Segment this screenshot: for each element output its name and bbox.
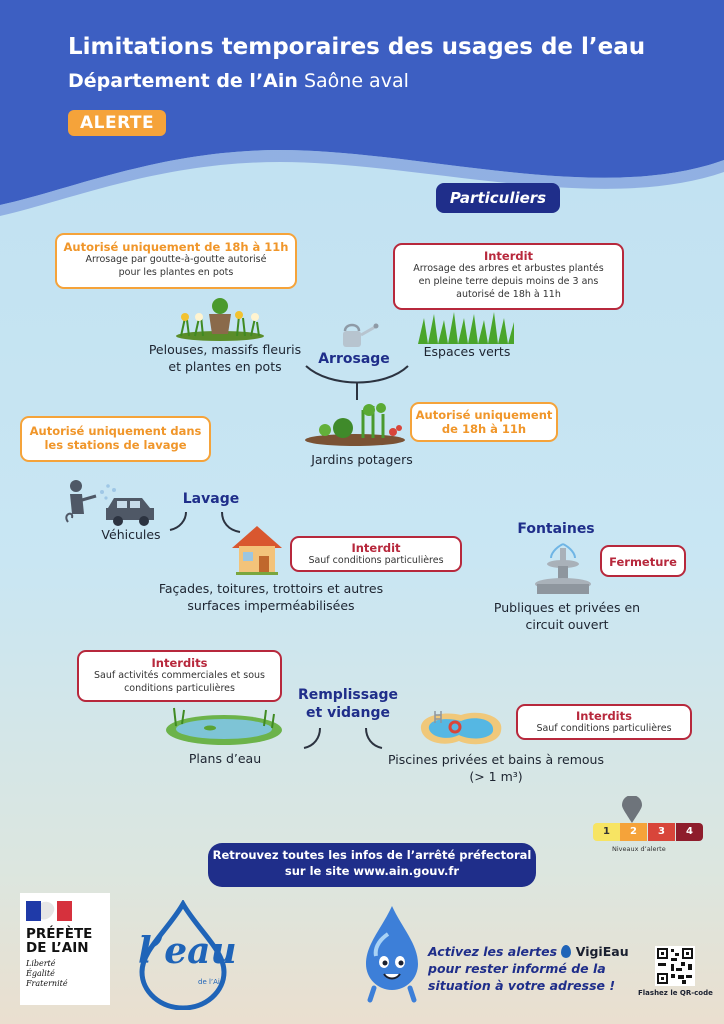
section-fontaines: Fontaines — [517, 521, 595, 537]
status-detail: Sauf activités commerciales et sous — [94, 670, 265, 681]
category-pill: Particuliers — [436, 183, 560, 213]
info-line: sur le site www.ain.gouv.fr — [284, 863, 460, 878]
status-box-potagers — [410, 402, 558, 442]
status-detail: Sauf conditions particulières — [308, 555, 444, 566]
caption-vehicules: Véhicules — [101, 527, 161, 542]
caption-plans-eau: Plans d’eau — [188, 751, 262, 766]
caption-line: et plantes en pots — [168, 358, 282, 374]
water-drop-mascot-icon — [360, 904, 424, 1004]
subtitle-zone: Saône aval — [303, 70, 409, 92]
status-box-espaces-verts — [393, 243, 624, 310]
caption-pelouses — [140, 342, 310, 376]
status-label: de 18h à 11h — [441, 422, 527, 436]
alert-level-badge: ALERTE — [68, 110, 166, 136]
caption-line: Façades, toitures, trottoirs et autres — [158, 581, 384, 596]
caption-potagers: Jardins potagers — [311, 452, 413, 467]
level-marker-icon — [621, 796, 643, 824]
vigieau-line-1: Activez les alertes — [428, 944, 558, 959]
info-line: Retrouvez toutes les infos de l’arrêté préfectoral — [212, 848, 532, 862]
vigieau-line: pour rester informé de la — [428, 960, 606, 976]
status-label: les stations de lavage — [44, 438, 187, 452]
status-label: Fermeture — [609, 555, 677, 569]
status-label: Autorisé uniquement de 18h à 11h — [63, 240, 289, 254]
marianne-emblem-icon — [26, 899, 72, 923]
status-label: Interdits — [576, 709, 632, 723]
level-2-chip: 2 — [620, 823, 647, 841]
car-wash-icon — [62, 478, 158, 526]
flower-bed-icon — [175, 296, 265, 342]
status-box-facades — [290, 536, 462, 572]
status-box-plans-eau — [77, 650, 282, 702]
caption-line: Piscines privées et bains à remous — [388, 752, 604, 767]
pond-icon — [162, 704, 286, 748]
level-1-chip: 1 — [593, 823, 620, 841]
status-detail: pour les plantes en pots — [118, 266, 234, 278]
caption-line: surfaces imperméabilisées — [187, 597, 355, 613]
level-scale-caption: Niveaux d’alerte — [612, 845, 666, 853]
pool-icon — [415, 705, 507, 749]
caption-espaces-verts: Espaces verts — [423, 344, 511, 359]
motto-line: Égalité — [26, 969, 55, 979]
level-3-chip: 3 — [648, 823, 675, 841]
watering-can-icon — [333, 321, 379, 351]
level-4-chip: 4 — [676, 823, 703, 841]
remplissage-connector — [300, 724, 386, 752]
status-detail: conditions particulières — [124, 682, 235, 694]
status-box-piscines — [516, 704, 692, 740]
eau-de-lain-logo — [128, 900, 238, 1010]
prefecture-name-line: DE L’AIN — [26, 940, 89, 957]
status-box-fontaines — [600, 545, 686, 577]
prefecture-logo — [20, 893, 110, 1005]
caption-line: Pelouses, massifs fleuris — [148, 342, 302, 357]
status-label: Interdit — [351, 541, 401, 555]
vegetable-garden-icon — [303, 398, 407, 446]
caption-facades — [143, 581, 399, 615]
vigieau-brand: VigiEau — [575, 944, 629, 959]
status-box-pelouses — [55, 233, 297, 289]
qr-code-icon[interactable] — [655, 946, 695, 986]
status-detail: Sauf conditions particulières — [536, 723, 672, 734]
status-detail: Arrosage par goutte-à-goutte autorisé — [85, 254, 267, 265]
caption-line: (> 1 m³) — [469, 768, 523, 784]
section-line: et vidange — [306, 705, 390, 722]
qr-caption: Flashez le QR-code — [638, 989, 713, 997]
motto-line: Liberté — [26, 959, 56, 969]
vigieau-line — [428, 944, 638, 961]
vigieau-line: situation à votre adresse ! — [428, 977, 616, 993]
section-line: Remplissage — [297, 687, 399, 703]
fountain-icon — [533, 540, 593, 598]
caption-piscines — [380, 752, 612, 786]
prefecture-name — [26, 927, 104, 955]
status-label: Autorisé uniquement — [415, 408, 553, 422]
caption-line: Publiques et privées en — [493, 600, 641, 615]
status-detail: Arrosage des arbres et arbustes plantés — [413, 263, 604, 274]
status-label: Interdit — [483, 249, 534, 263]
status-label: Autorisé uniquement dans — [29, 424, 202, 438]
subtitle-department: Département de l’Ain — [68, 70, 298, 92]
logo-subtitle: de l’Ain — [198, 978, 225, 986]
vigieau-callout — [428, 944, 638, 995]
grass-icon — [418, 312, 514, 344]
page-subtitle — [68, 70, 409, 92]
prefecture-name-line: PRÉFÈTE — [26, 926, 93, 942]
page-title: Limitations temporaires des usages de l’eau — [68, 34, 646, 60]
republic-motto — [26, 959, 104, 989]
motto-line: Fraternité — [26, 979, 68, 989]
house-icon — [230, 522, 284, 576]
caption-line: circuit ouvert — [525, 616, 609, 632]
status-detail: en pleine terre depuis moins de 3 ans — [418, 275, 599, 287]
section-arrosage: Arrosage — [318, 351, 390, 367]
caption-fontaines — [478, 600, 656, 634]
info-link-pill[interactable] — [208, 843, 536, 887]
vigieau-drop-icon — [561, 945, 571, 958]
status-box-vehicules — [20, 416, 211, 462]
logo-wordmark: l’eau — [138, 930, 237, 972]
status-detail: autorisé de 18h à 11h — [456, 288, 561, 300]
status-label: Interdits — [151, 656, 208, 670]
section-lavage: Lavage — [182, 491, 240, 507]
section-remplissage — [288, 686, 408, 722]
